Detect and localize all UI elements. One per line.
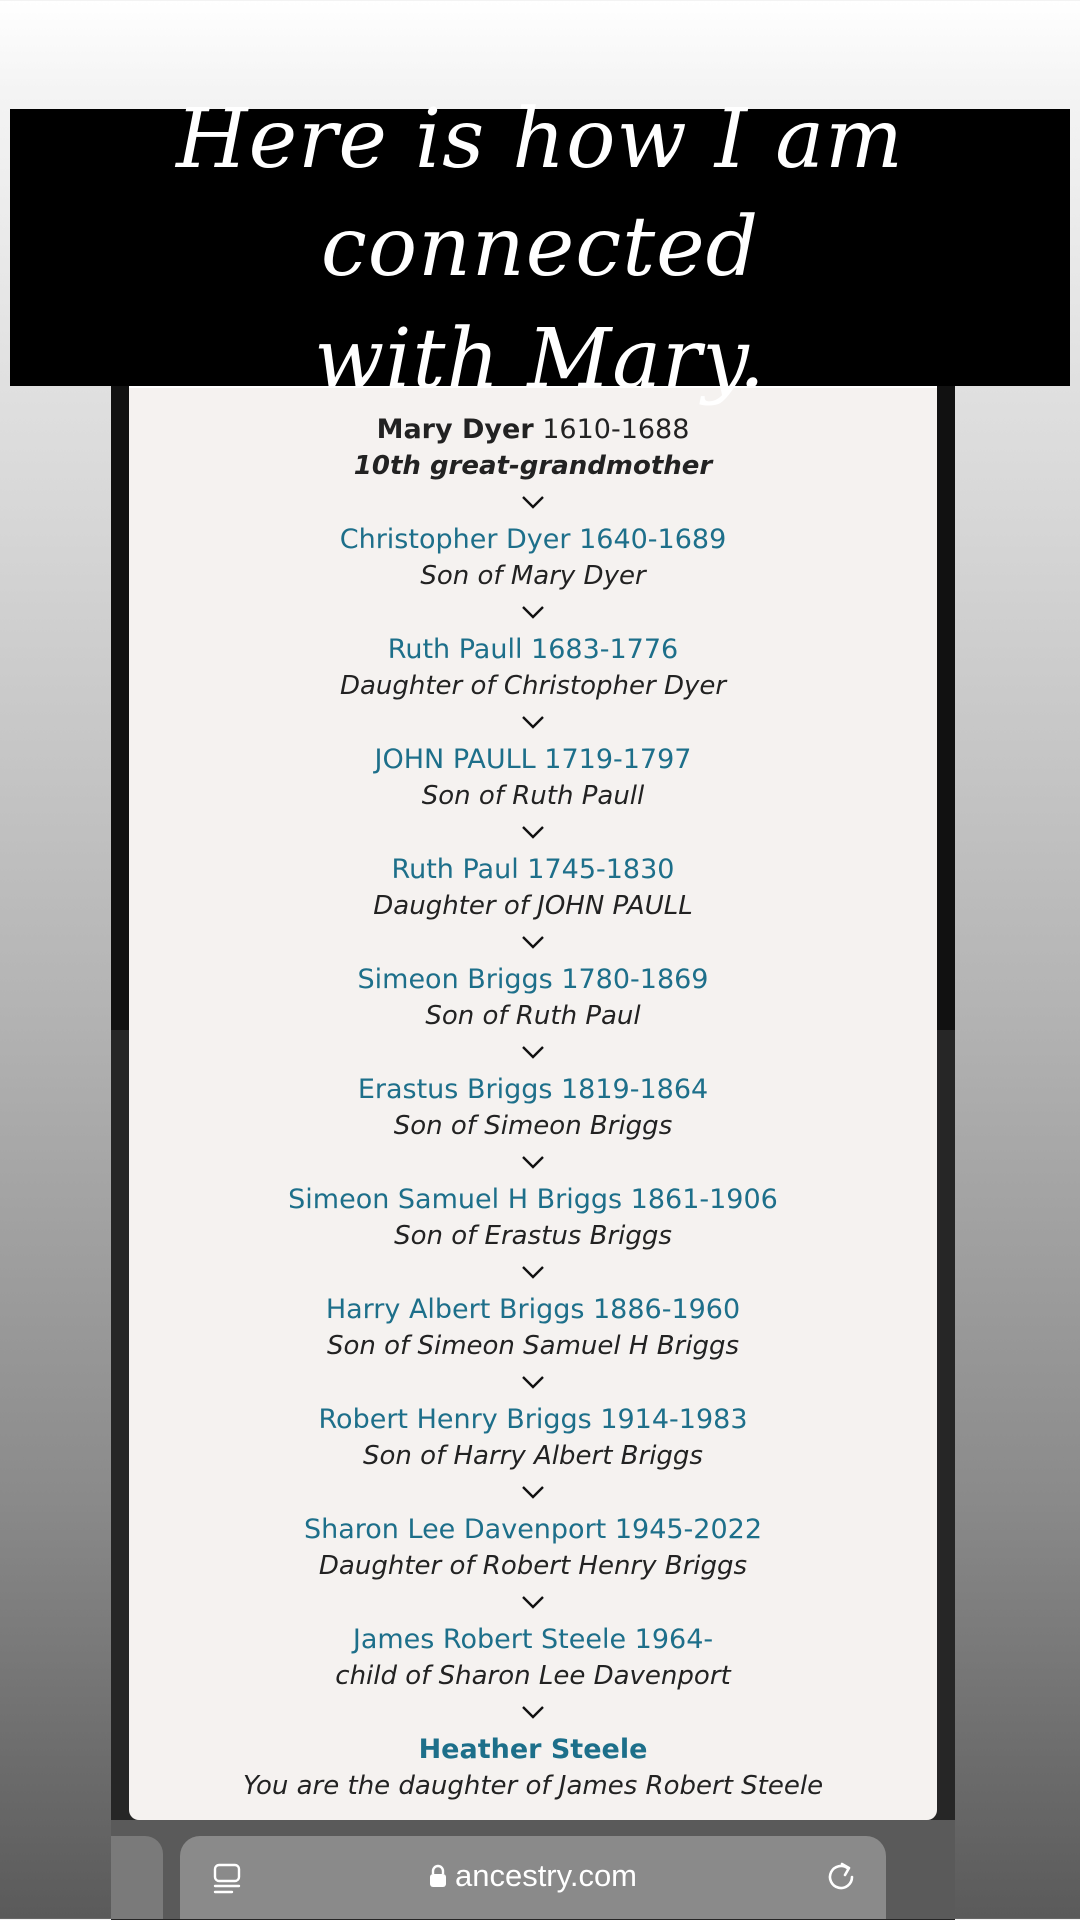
chain-node-6[interactable] [129, 1072, 937, 1182]
relation-text: Son of Erastus Briggs [394, 1221, 672, 1251]
chain-node-5[interactable] [129, 962, 937, 1072]
chain-node-10[interactable] [129, 1512, 937, 1622]
person-link[interactable]: Erastus Briggs 1819-1864 [357, 1074, 709, 1105]
relation-text: Daughter of JOHN PAULL [373, 891, 693, 921]
address-bar[interactable] [180, 1836, 886, 1919]
chevron-down-icon [129, 1254, 937, 1290]
caption-banner [10, 91, 1070, 407]
person-link[interactable]: Ruth Paull 1683-1776 [387, 634, 679, 665]
person-link[interactable]: Simeon Briggs 1780-1869 [357, 964, 709, 995]
person-link[interactable]: JOHN PAULL 1719-1797 [374, 744, 692, 775]
chevron-down-icon [129, 1694, 937, 1730]
reload-icon[interactable] [824, 1860, 858, 1899]
chevron-down-icon [129, 1584, 937, 1620]
chevron-down-icon [129, 1474, 937, 1510]
chevron-down-icon [129, 1364, 937, 1400]
chevron-down-icon [129, 924, 937, 960]
caption-line-1: Here is how I am connected [176, 91, 904, 295]
ancestor-years: 1610-1688 [542, 414, 690, 445]
relationship-label: 10th great-grandmother [353, 451, 713, 481]
chevron-down-icon [129, 1144, 937, 1180]
previous-tab-stub[interactable] [111, 1836, 163, 1919]
relationship-chain [129, 412, 937, 1842]
relation-text: Daughter of Robert Henry Briggs [318, 1551, 748, 1581]
person-link[interactable]: Heather Steele [418, 1734, 648, 1765]
chain-node-1[interactable] [129, 522, 937, 632]
chain-node-7[interactable] [129, 1182, 937, 1292]
chain-node-2[interactable] [129, 632, 937, 742]
caption-line-2: with Mary. [314, 311, 766, 407]
chain-node-9[interactable] [129, 1402, 937, 1512]
person-link[interactable]: Harry Albert Briggs 1886-1960 [325, 1294, 741, 1325]
chevron-down-icon [129, 814, 937, 850]
person-link[interactable]: Simeon Samuel H Briggs 1861-1906 [288, 1184, 778, 1215]
relation-text: You are the daughter of James Robert Steele [242, 1771, 824, 1801]
person-link[interactable]: Christopher Dyer 1640-1689 [339, 524, 727, 555]
relation-text: Son of Simeon Briggs [393, 1111, 673, 1141]
lock-icon [429, 1860, 447, 1896]
relation-text: Son of Ruth Paull [421, 781, 645, 811]
chain-node-0 [129, 412, 937, 522]
chevron-down-icon [129, 1034, 937, 1070]
person-link[interactable]: Ruth Paul 1745-1830 [391, 854, 675, 885]
chain-node-11[interactable] [129, 1622, 937, 1732]
person-link[interactable]: Sharon Lee Davenport 1945-2022 [303, 1514, 763, 1545]
chain-node-8[interactable] [129, 1292, 937, 1402]
ancestor-name: Mary Dyer [376, 414, 534, 445]
person-link[interactable]: Robert Henry Briggs 1914-1983 [318, 1404, 748, 1435]
relation-text: child of Sharon Lee Davenport [335, 1661, 731, 1691]
relation-text: Son of Harry Albert Briggs [363, 1441, 703, 1471]
person-link[interactable]: James Robert Steele 1964- [352, 1624, 714, 1655]
chevron-down-icon [129, 484, 937, 520]
chevron-down-icon [129, 704, 937, 740]
relation-text: Son of Ruth Paul [425, 1001, 641, 1031]
relation-text: Daughter of Christopher Dyer [339, 671, 727, 701]
url-text: ancestry.com [454, 1858, 638, 1893]
chain-node-4[interactable] [129, 852, 937, 962]
relation-text: Son of Mary Dyer [420, 561, 646, 591]
chain-node-3[interactable] [129, 742, 937, 852]
chevron-down-icon [129, 594, 937, 630]
relation-text: Son of Simeon Samuel H Briggs [326, 1331, 740, 1361]
